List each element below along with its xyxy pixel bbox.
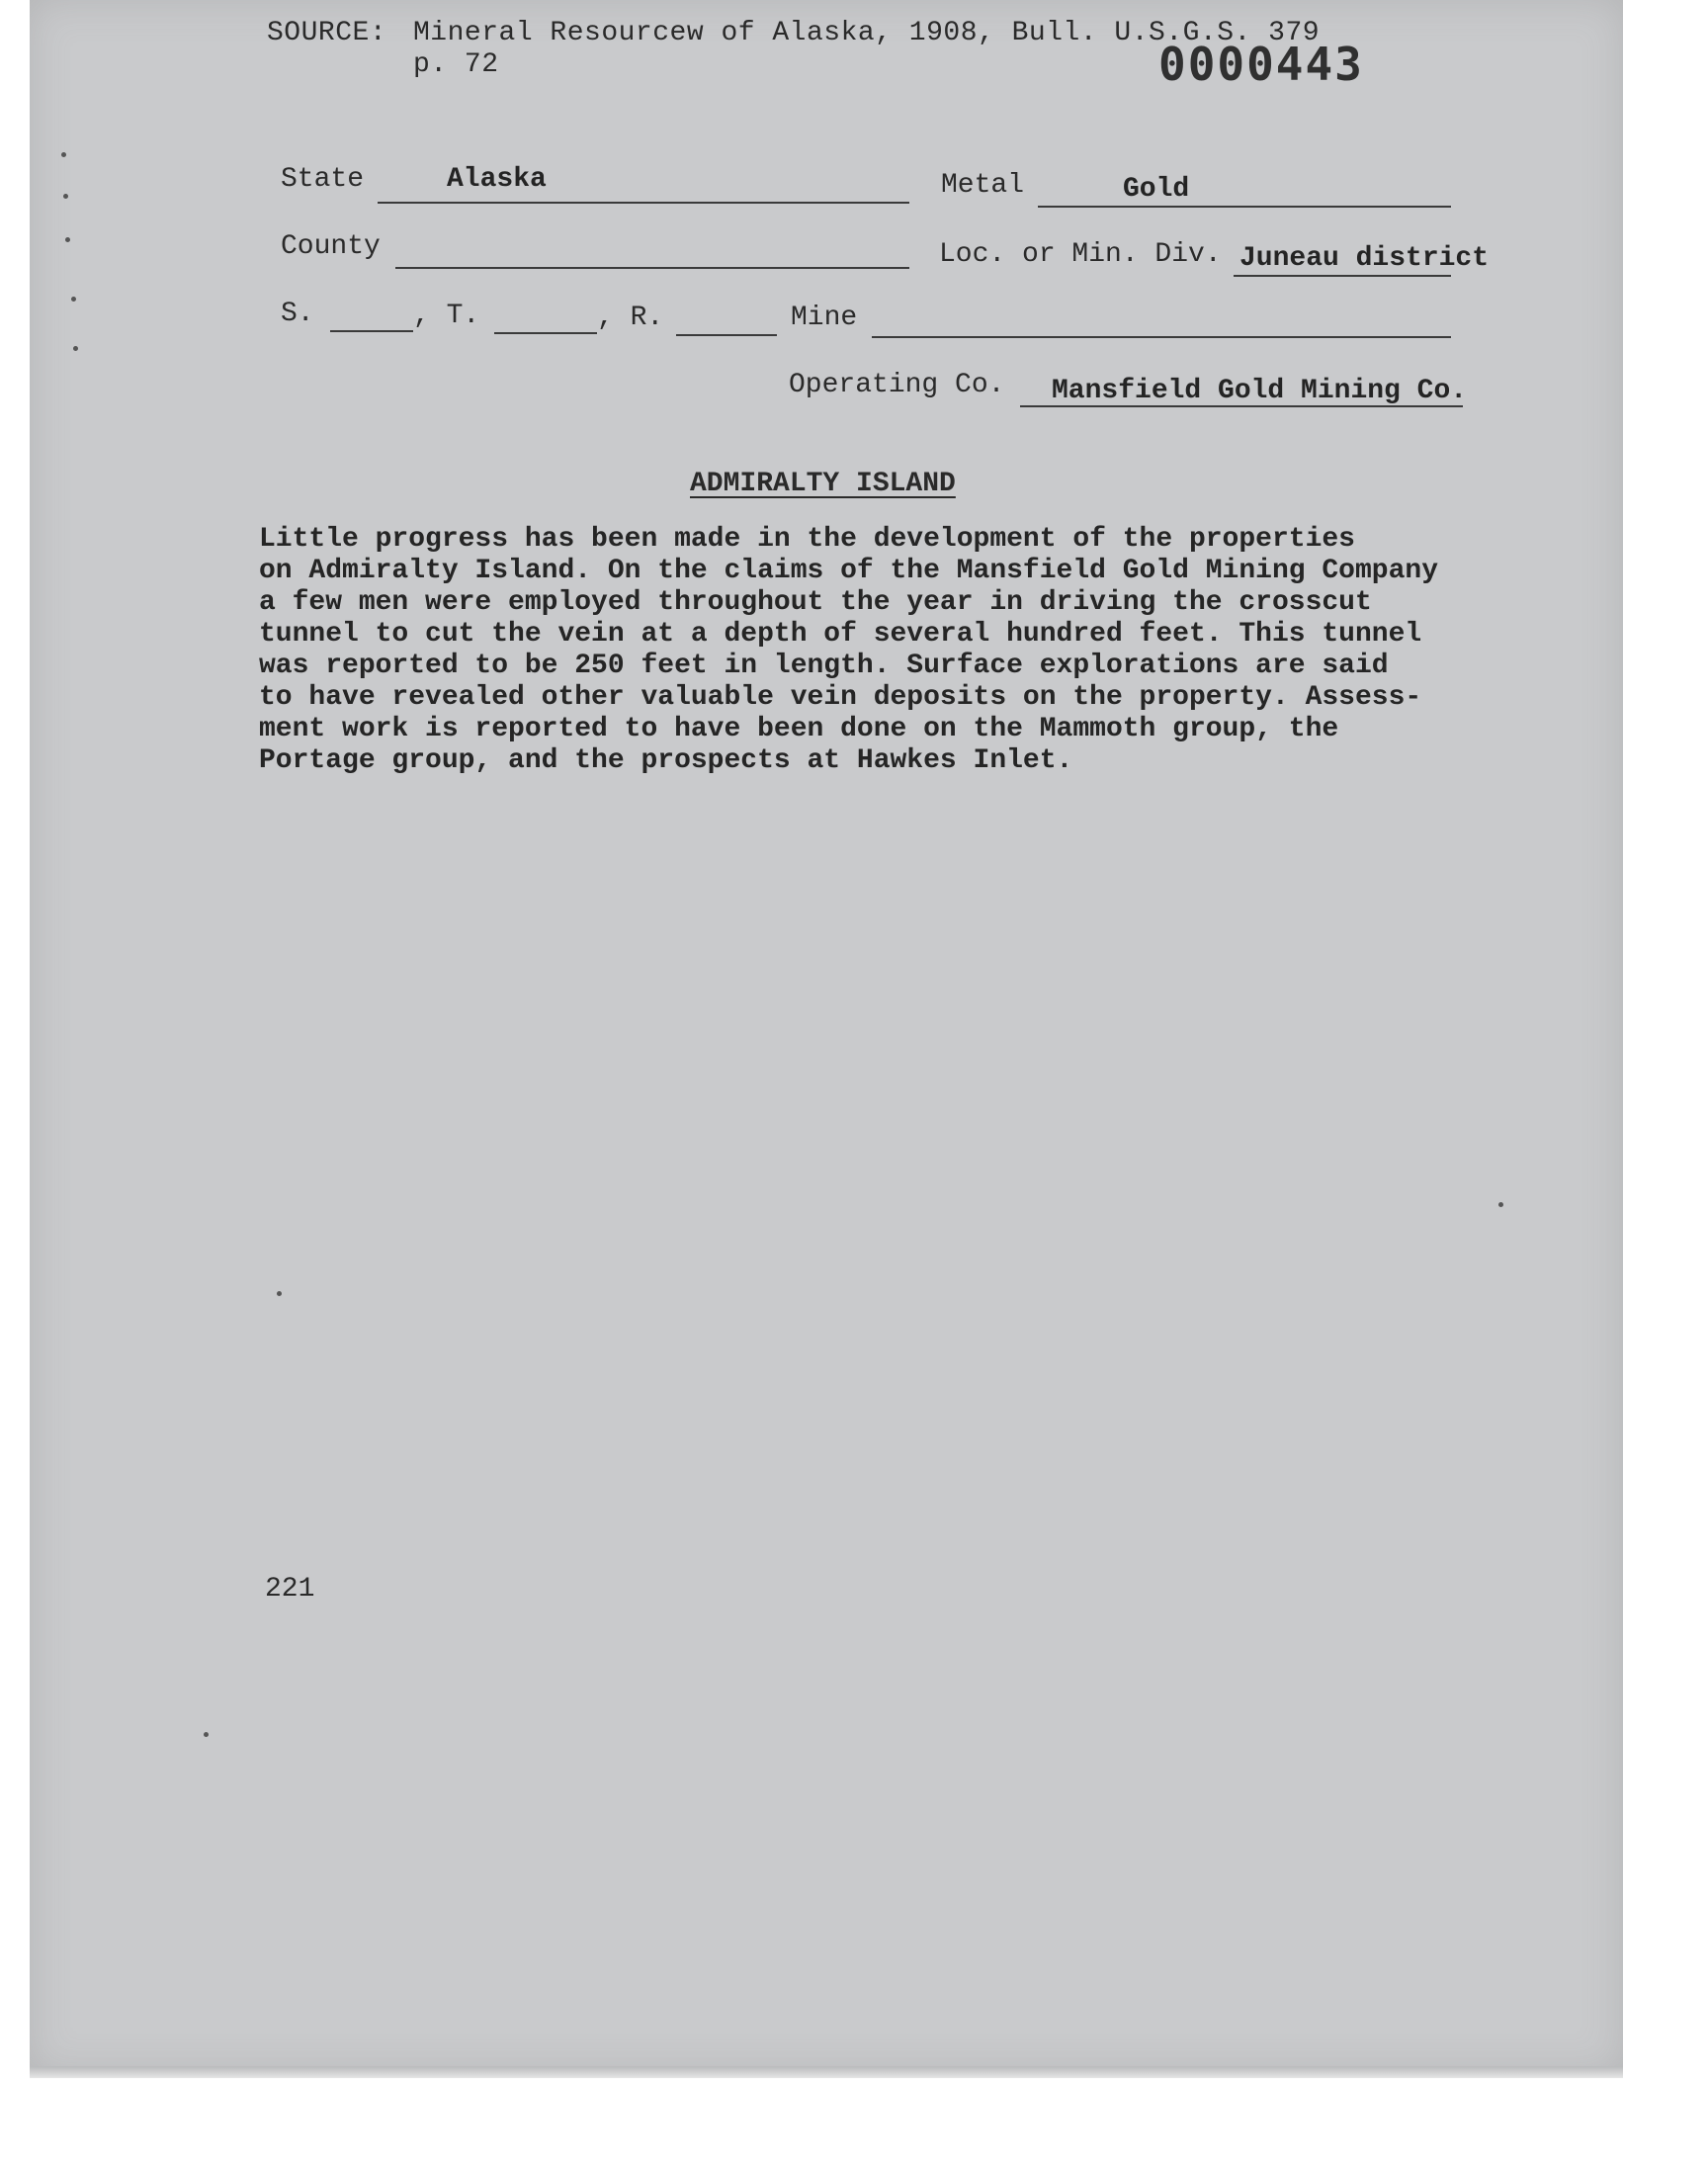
loc-field-line xyxy=(1234,275,1451,277)
body-paragraph xyxy=(259,524,1494,777)
mine-field-line xyxy=(872,336,1451,338)
metal-label: Metal xyxy=(941,170,1025,201)
source-citation: Mineral Resourcew of Alaska, 1908, Bull. U.S.G.S. 379 xyxy=(413,18,1321,48)
mine-label: Mine xyxy=(791,303,858,333)
range-label: , R. xyxy=(597,303,664,333)
range-field-line xyxy=(676,334,777,336)
section-title: ADMIRALTY ISLAND xyxy=(690,469,956,499)
page-edge-shadow xyxy=(30,2066,1623,2078)
state-value: Alaska xyxy=(447,164,547,195)
section-field-line xyxy=(330,330,413,332)
loc-min-div-value: Juneau district xyxy=(1239,243,1490,274)
loc-min-div-label: Loc. or Min. Div. xyxy=(939,239,1222,270)
scan-speck xyxy=(204,1732,209,1737)
operating-co-field-line xyxy=(1020,405,1463,407)
source-label: SOURCE: xyxy=(267,18,387,48)
township-label: , T. xyxy=(413,301,480,331)
scan-speck xyxy=(1498,1202,1503,1207)
section-label: S. xyxy=(281,299,314,329)
township-field-line xyxy=(494,332,597,334)
operating-co-value: Mansfield Gold Mining Co. xyxy=(1052,376,1468,406)
body-text: Little progress has been made in the development of the properties on Admiralty Island. On the claims of the Mansfield Gold Mining Company a few men were employed throughout the year in driving the crosscut tunnel to cut the vein at a depth of several hundred feet. This tunnel was reported to be 250 feet in length. Surface explorations are said to have revealed other valuable vein deposits on the property. Assess- ment work is reported to have been done on the Mammoth group, the Portage group, and the prospects at Hawkes Inlet. xyxy=(259,524,1438,776)
source-page: p. 72 xyxy=(413,49,499,80)
scan-speck xyxy=(61,152,66,157)
scan-speck xyxy=(65,237,70,242)
scan-speck xyxy=(63,194,68,199)
operating-co-label: Operating Co. xyxy=(789,370,1005,400)
state-field-line xyxy=(378,202,909,204)
scan-speck xyxy=(277,1291,282,1296)
metal-field-line xyxy=(1038,206,1451,208)
county-field-line xyxy=(395,267,909,269)
scan-speck xyxy=(73,346,78,351)
metal-value: Gold xyxy=(1123,174,1190,205)
county-label: County xyxy=(281,231,381,262)
document-number-stamp: 0000443 xyxy=(1158,38,1364,91)
page-number: 221 xyxy=(265,1574,315,1605)
state-label: State xyxy=(281,164,365,195)
scan-speck xyxy=(71,297,76,302)
